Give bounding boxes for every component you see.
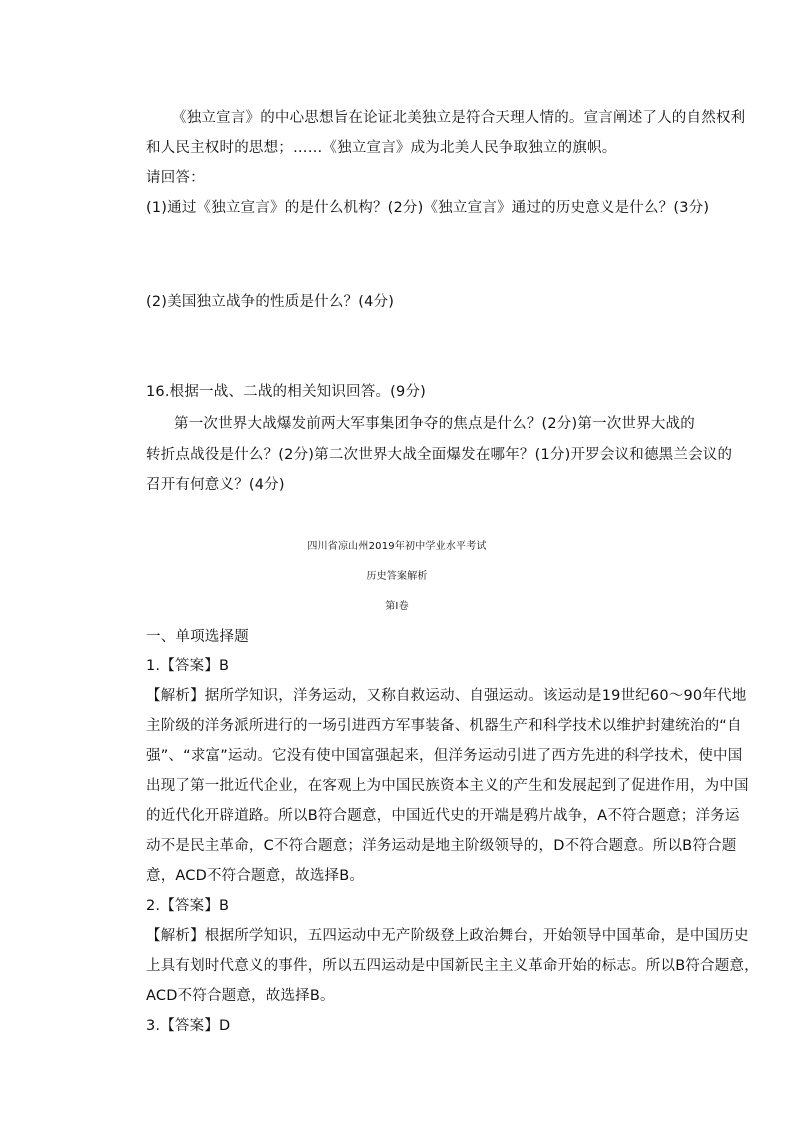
volume-heading: 第Ⅰ卷 [385, 601, 409, 612]
analysis-1-line-7: 意，ACD不符合题意，故选择B。 [146, 868, 365, 884]
answer-prompt: 请回答： [146, 170, 205, 186]
analysis-1-line-4: 出现了第一批近代企业，在客观上为中国民族资本主义的产生和发展起到了促进作用，为中国 [146, 778, 749, 794]
analysis-1-line-6: 动不是民主革命，C不符合题意；洋务运动是地主阶级领导的，D不符合题意。所以B符合题 [146, 838, 737, 854]
question-15-part-1: (1)通过《独立宣言》的是什么机构？(2分)《独立宣言》通过的历史意义是什么？(3分) [146, 200, 710, 216]
analysis-1-line-5: 的近代化开辟道路。所以B符合题意，中国近代史的开端是鸦片战争，A不符合题意；洋务运 [146, 808, 740, 824]
analysis-2-line-1: 【解析】根据所学知识，五四运动中无产阶级登上政治舞台，开始领导中国革命，是中国历史 [146, 928, 749, 944]
analysis-1-line-2: 主阶级的洋务派所进行的一场引进西方军事装备、机器生产和科学技术以维护封建统治的“自 [146, 718, 742, 734]
passage-line-1: 《独立宣言》的中心思想旨在论证北美独立是符合天理人情的。宣言阐述了人的自然权利 [172, 110, 746, 126]
question-16-line-2: 转折点战役是什么？(2分)第二次世界大战全面爆发在哪年？(1分)开罗会议和德黑兰会议的 [146, 447, 733, 463]
analysis-1-line-3: 强”、“求富”运动。它没有使中国富强起来，但洋务运动引进了西方先进的科学技术，使中国 [146, 748, 743, 764]
answer-2: 2.【答案】B [146, 898, 230, 914]
answer-1: 1.【答案】B [146, 658, 230, 674]
analysis-1-line-1: 【解析】据所学知识，洋务运动，又称自救运动、自强运动。该运动是19世纪60～90年代地 [146, 688, 747, 704]
answer-3: 3.【答案】D [146, 1018, 231, 1034]
answer-key-title: 四川省凉山州2019年初中学业水平考试 [307, 541, 487, 552]
analysis-2-line-2: 上具有划时代意义的事件，所以五四运动是中国新民主主义革命开始的标志。所以B符合题意， [146, 958, 759, 974]
analysis-2-line-3: ACD不符合题意，故选择B。 [146, 988, 335, 1004]
answer-key-subtitle: 历史答案解析 [366, 571, 428, 582]
question-16-line-1: 第一次世界大战爆发前两大军事集团争夺的焦点是什么？(2分)第一次世界大战的 [174, 416, 695, 432]
section-heading: 一、单项选择题 [146, 629, 249, 645]
question-15-part-2: (2)美国独立战争的性质是什么？(4分) [146, 294, 395, 310]
question-16-title: 16.根据一战、二战的相关知识回答。(9分) [146, 384, 426, 400]
question-16-line-3: 召开有何意义？(4分) [146, 477, 285, 493]
passage-line-2: 和人民主权时的思想；……《独立宣言》成为北美人民争取独立的旗帜。 [146, 140, 617, 156]
